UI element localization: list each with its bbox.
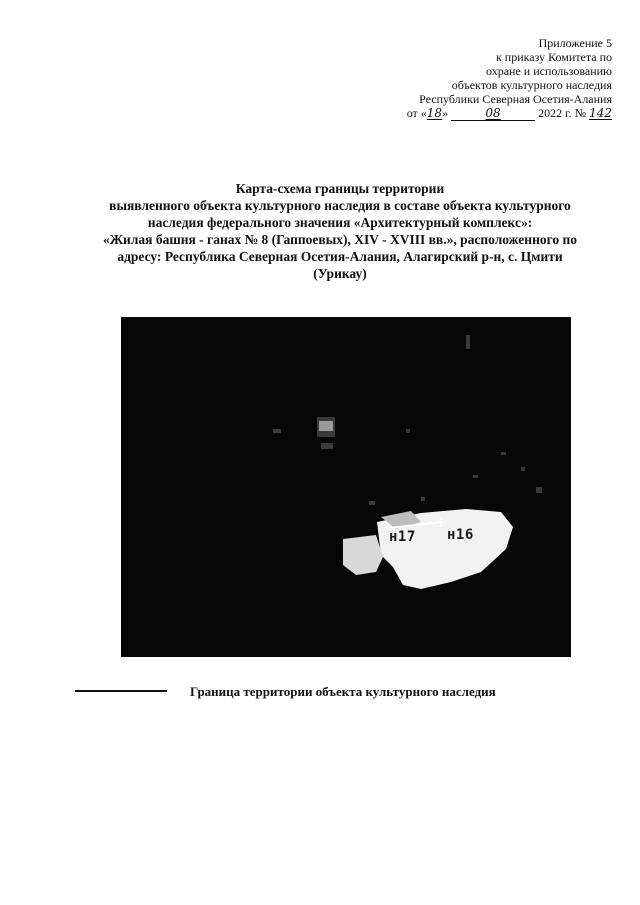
title-line-6: (Урикау) [313,266,367,281]
satellite-map [121,317,571,657]
appendix-line-3: охране и использованию [486,64,612,78]
order-year: 2022 г. № [538,106,587,120]
title-line-4: «Жилая башня - ганах № 8 (Гаппоевых), XIV - XVIII вв.», расположенного по [102,232,578,247]
title-line-3: наследия федерального значения «Архитектурный комплекс»: [147,215,533,230]
satellite-imagery [121,317,571,657]
point-label-n16: н16 [447,527,474,543]
date-mid: » [442,106,449,120]
appendix-line-5: Республики Северная Осетия-Алания [419,92,612,106]
date-prefix: от « [406,106,427,120]
title-line-5: адресу: Республика Северная Осетия-Алания, Алагирский р-н, с. Цмити [117,249,563,264]
title-line-2: выявленного объекта культурного наследия в составе объекта культурного [109,198,571,213]
order-date-line [407,106,612,120]
document-title [60,180,620,282]
settlement-block-left [343,535,383,575]
order-day: 18 [426,106,443,120]
appendix-line-1: Приложение 5 [538,36,612,50]
order-month: 08 [485,106,501,120]
appendix-header [312,36,612,121]
title-line-1: Карта-схема границы территории [235,181,445,196]
appendix-line-2: к приказу Комитета по [495,50,612,64]
point-label-n17: н17 [389,529,416,545]
legend-text: Граница территории объекта культурного наследия [190,684,496,699]
appendix-line-4: объектов культурного наследия [451,78,612,92]
order-month-field [451,106,535,121]
legend-line-symbol [75,690,167,692]
order-number: 142 [589,106,612,120]
